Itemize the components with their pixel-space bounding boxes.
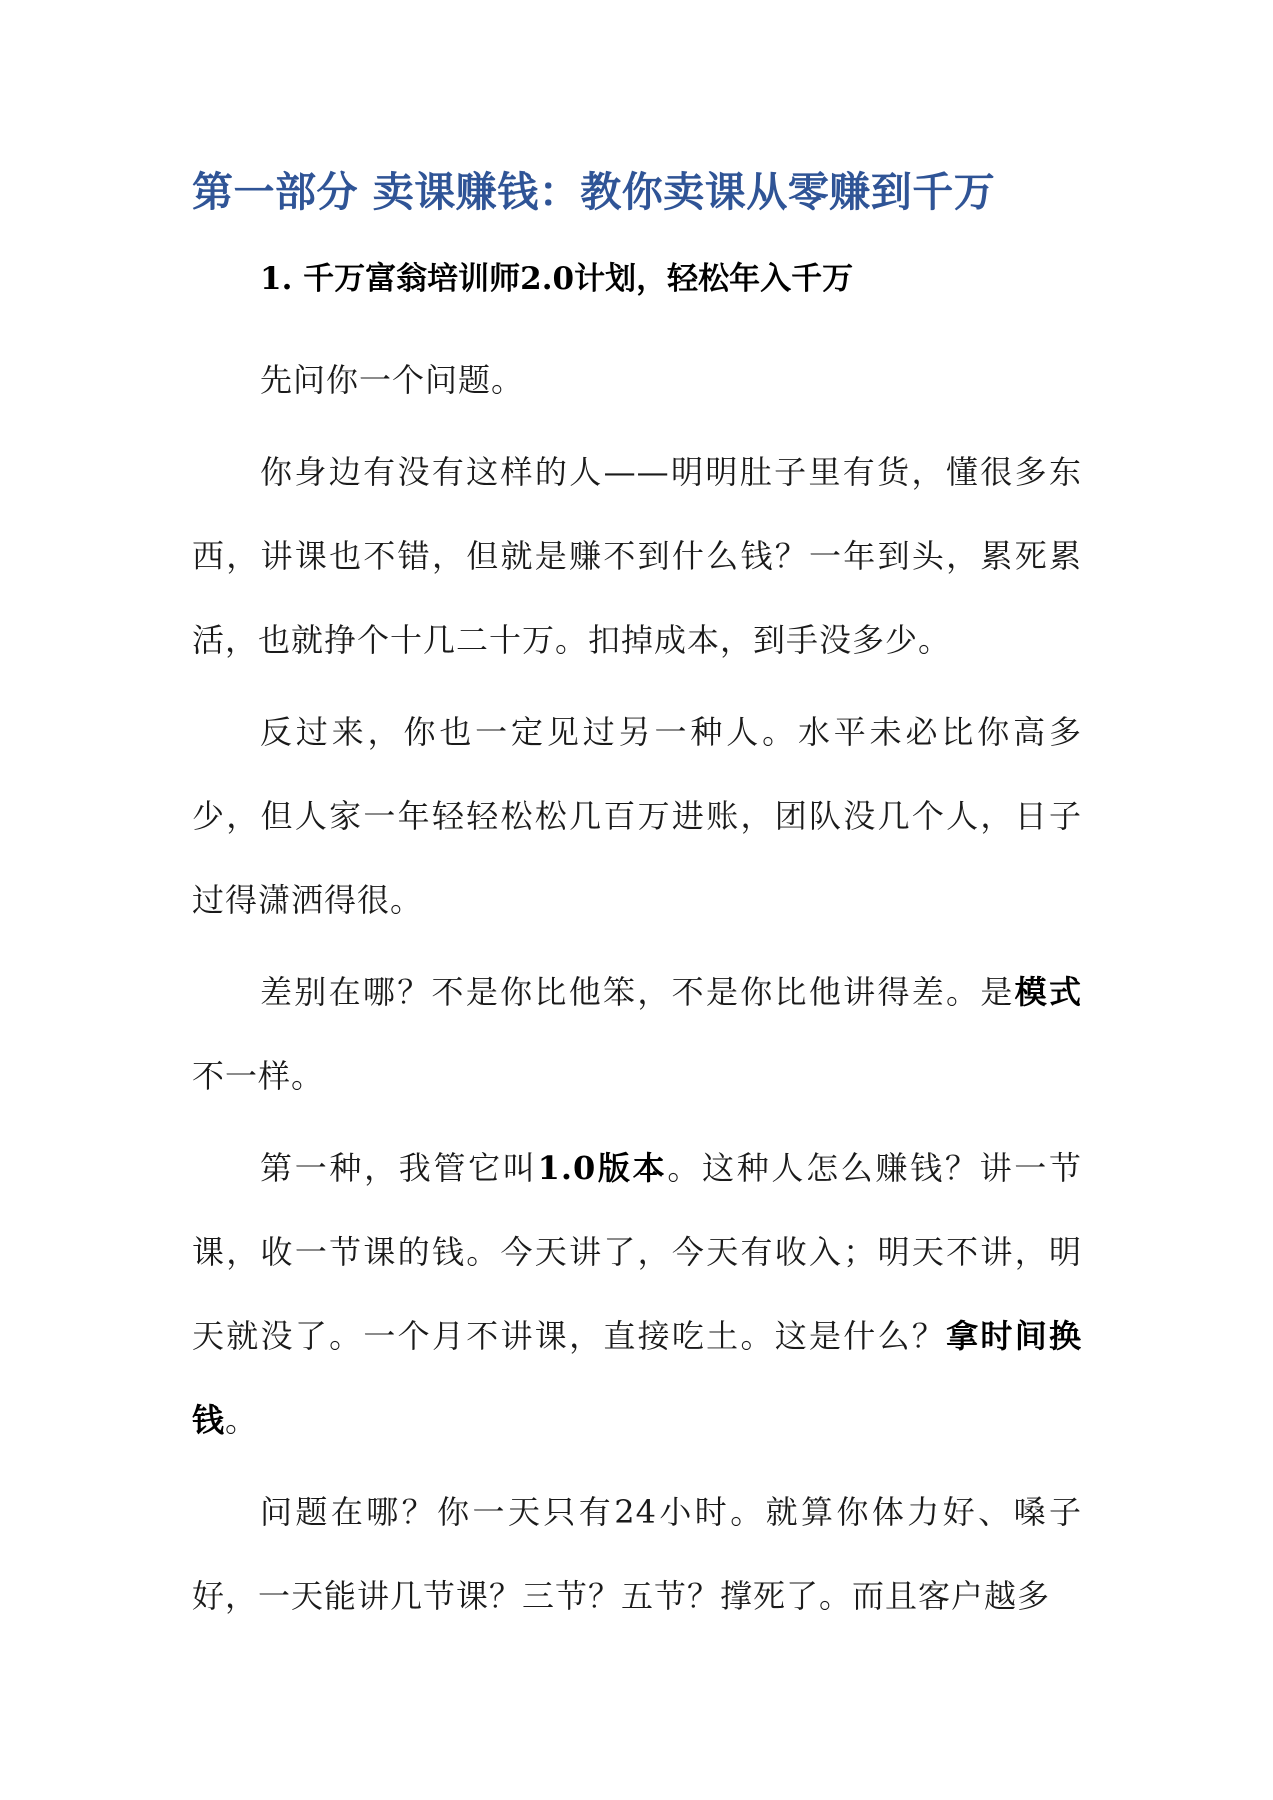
paragraph [192,430,1082,682]
paragraph-text: 你身边有没有这样的人——明明肚子里有货，懂很多东西，讲课也不错，但就是赚不到什么钱？一年到头，累死累活，也就挣个十几二十万。扣掉成本，到手没多少。 [192,453,1082,659]
subsection-heading: 1. 千万富翁培训师2.0计划，轻松年入千万 [260,261,854,297]
paragraph [192,1470,1082,1638]
paragraph-text: 不一样。 [192,1057,325,1095]
paragraph-text: 。 [225,1401,259,1439]
paragraph-text: 先问你一个问题。 [260,361,525,399]
paragraph [192,338,1082,422]
paragraph-text: 反过来，你也一定见过另一种人。水平未必比你高多少，但人家一年轻轻松松几百万进账，团队没几个人，日子过得潇洒得很。 [192,713,1082,919]
section-heading: 第一部分 卖课赚钱：教你卖课从零赚到千万 [192,168,996,216]
emphasis-text: 1.0版本 [537,1149,668,1187]
document-content [192,150,1082,1646]
paragraph [192,1126,1082,1462]
paragraph-text: 差别在哪？不是你比他笨，不是你比他讲得差。是 [260,973,1015,1011]
paragraph-text: 。这种人怎么赚钱？讲一节课，收一节课的钱。今天讲了，今天有收入；明天不讲，明天就没了。一个月不讲课，直接吃土。这是什么？ [192,1149,1082,1355]
emphasis-text: 拿时间换钱 [192,1317,1082,1439]
paragraph-text: 问题在哪？你一天只有24小时。就算你体力好、嗓子好，一天能讲几节课？三节？五节？撑死了。而且客户越多 [192,1493,1082,1615]
paragraph-text: 第一种，我管它叫 [260,1149,538,1187]
paragraph [192,950,1082,1118]
emphasis-text: 模式 [1014,973,1082,1011]
paragraph [192,690,1082,942]
